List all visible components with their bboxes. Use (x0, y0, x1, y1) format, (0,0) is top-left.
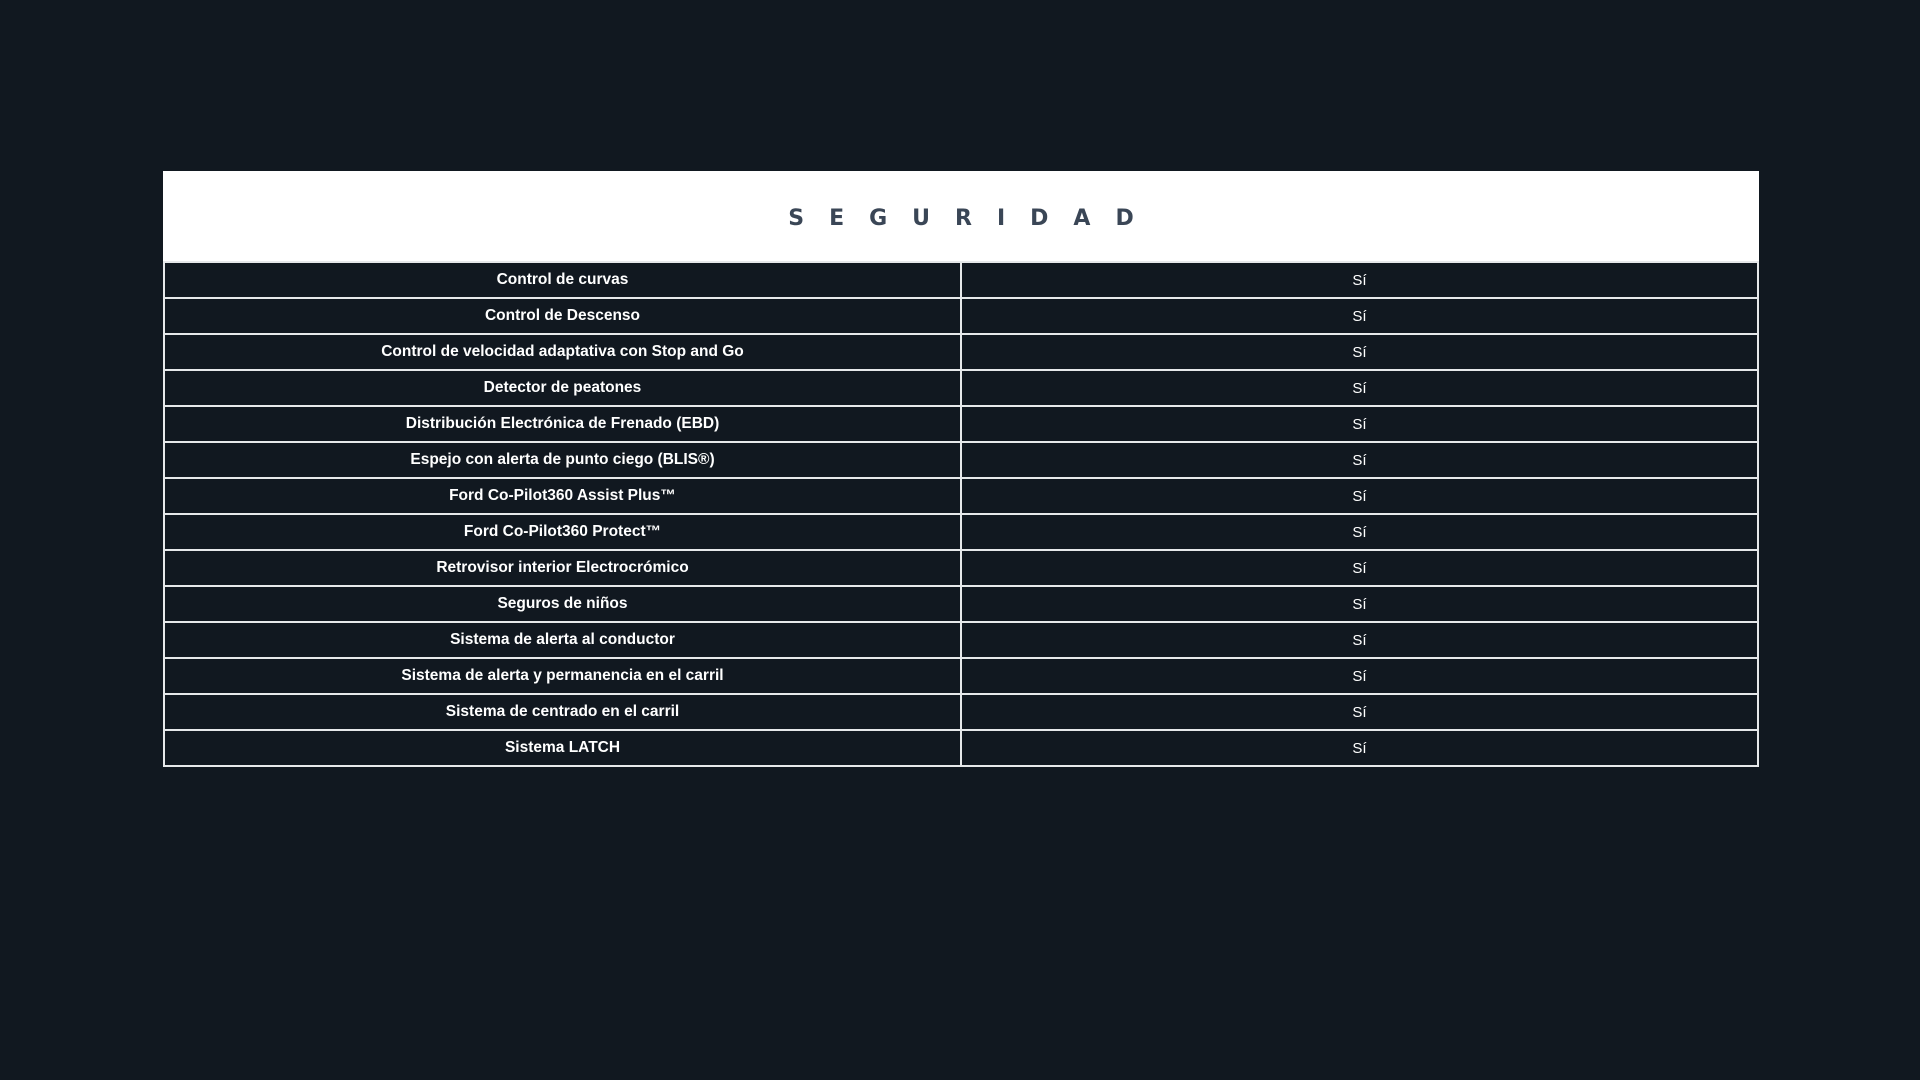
feature-value: Sí (961, 694, 1758, 730)
feature-value: Sí (961, 514, 1758, 550)
table-row (164, 622, 1758, 658)
table-row (164, 694, 1758, 730)
table-row (164, 730, 1758, 766)
feature-value: Sí (961, 730, 1758, 766)
feature-value: Sí (961, 586, 1758, 622)
feature-name: Detector de peatones (164, 370, 961, 406)
table-row (164, 442, 1758, 478)
safety-spec-panel (163, 171, 1759, 767)
feature-name: Control de curvas (164, 262, 961, 298)
safety-spec-table (163, 261, 1759, 767)
feature-name: Distribución Electrónica de Frenado (EBD) (164, 406, 961, 442)
feature-name: Ford Co-Pilot360 Protect™ (164, 514, 961, 550)
feature-value: Sí (961, 550, 1758, 586)
table-row (164, 478, 1758, 514)
table-row (164, 298, 1758, 334)
table-row (164, 658, 1758, 694)
feature-name: Ford Co-Pilot360 Assist Plus™ (164, 478, 961, 514)
table-row (164, 406, 1758, 442)
section-header (163, 171, 1759, 261)
table-row (164, 334, 1758, 370)
table-row (164, 370, 1758, 406)
table-row (164, 550, 1758, 586)
feature-name: Control de Descenso (164, 298, 961, 334)
feature-value: Sí (961, 262, 1758, 298)
feature-value: Sí (961, 442, 1758, 478)
feature-name: Sistema de centrado en el carril (164, 694, 961, 730)
table-row (164, 262, 1758, 298)
table-row (164, 514, 1758, 550)
feature-value: Sí (961, 334, 1758, 370)
feature-value: Sí (961, 622, 1758, 658)
feature-name: Control de velocidad adaptativa con Stop and Go (164, 334, 961, 370)
feature-value: Sí (961, 658, 1758, 694)
table-row (164, 586, 1758, 622)
feature-value: Sí (961, 478, 1758, 514)
feature-value: Sí (961, 370, 1758, 406)
feature-name: Retrovisor interior Electrocrómico (164, 550, 961, 586)
feature-name: Sistema LATCH (164, 730, 961, 766)
feature-name: Sistema de alerta y permanencia en el carril (164, 658, 961, 694)
feature-name: Espejo con alerta de punto ciego (BLIS®) (164, 442, 961, 478)
feature-value: Sí (961, 406, 1758, 442)
feature-value: Sí (961, 298, 1758, 334)
feature-name: Seguros de niños (164, 586, 961, 622)
feature-name: Sistema de alerta al conductor (164, 622, 961, 658)
section-title: SEGURIDAD (788, 205, 1159, 231)
